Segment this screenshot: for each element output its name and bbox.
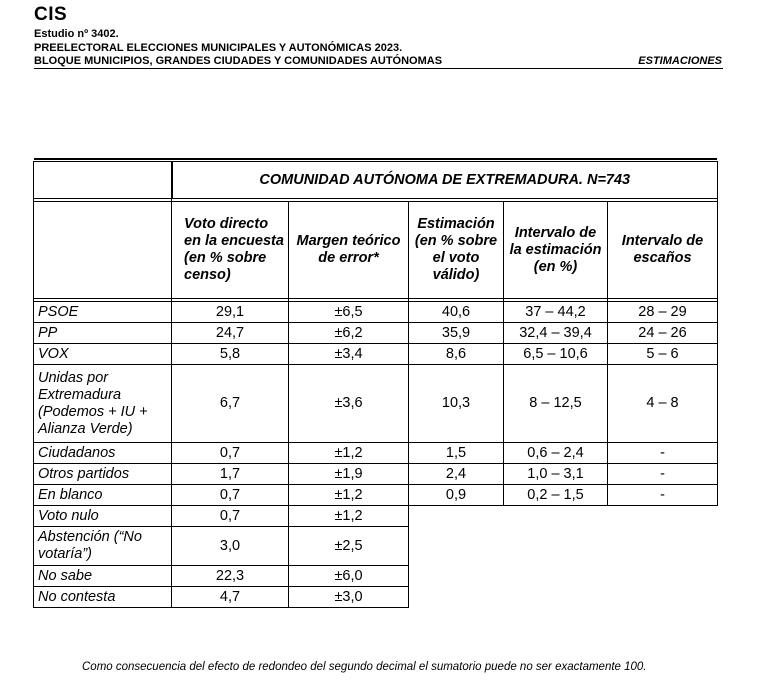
cell-escanos: 5 – 6 (608, 344, 718, 365)
row-label: VOX (34, 344, 172, 365)
row-label: En blanco (34, 485, 172, 506)
cell-margen: ±1,2 (289, 506, 409, 527)
cell-margen: ±6,2 (289, 323, 409, 344)
row-label: No contesta (34, 587, 172, 608)
study-number: Estudio nº 3402. (34, 28, 119, 40)
cell-intervalo: 37 – 44,2 (504, 302, 608, 323)
cell-voto: 29,1 (172, 302, 289, 323)
row-label: Abstención (“No votaría”) (34, 527, 172, 566)
table-row (34, 302, 718, 323)
table-top-rule (34, 158, 717, 160)
cell-voto: 5,8 (172, 344, 289, 365)
cell-estimacion: 10,3 (409, 365, 504, 443)
cell-escanos: 4 – 8 (608, 365, 718, 443)
header-divider (34, 68, 723, 69)
header-blank-cell (34, 202, 172, 299)
cell-voto: 22,3 (172, 566, 289, 587)
cell-escanos: - (608, 443, 718, 464)
cell-voto: 0,7 (172, 506, 289, 527)
survey-title: PREELECTORAL ELECCIONES MUNICIPALES Y AUTONÓMICAS 2023. (34, 42, 403, 54)
cell-margen: ±1,2 (289, 485, 409, 506)
cell-estimacion: 35,9 (409, 323, 504, 344)
table-row (34, 527, 718, 566)
cell-voto: 1,7 (172, 464, 289, 485)
row-label: Voto nulo (34, 506, 172, 527)
col-header-intervalo: Intervalo de la estimación (en %) (504, 202, 608, 299)
cell-margen: ±3,0 (289, 587, 409, 608)
title-blank-cell (34, 162, 172, 199)
cis-logo: CIS (34, 4, 68, 25)
cell-estimacion: 1,5 (409, 443, 504, 464)
cell-estimacion: 0,9 (409, 485, 504, 506)
row-label: No sabe (34, 566, 172, 587)
cell-estimacion: 2,4 (409, 464, 504, 485)
table-row (34, 443, 718, 464)
cell-voto: 0,7 (172, 443, 289, 464)
col-header-escanos: Intervalo de escaños (608, 202, 718, 299)
col-header-estimacion: Estimación (en % sobre el voto válido) (409, 202, 504, 299)
estimates-table (33, 161, 718, 608)
table-row (34, 323, 718, 344)
col-header-voto-directo: Voto directo en la encuesta (en % sobre censo) (172, 202, 289, 299)
table-title-row (34, 162, 718, 199)
cell-voto: 4,7 (172, 587, 289, 608)
cell-margen: ±1,2 (289, 443, 409, 464)
row-label: PP (34, 323, 172, 344)
cell-escanos: - (608, 485, 718, 506)
cell-intervalo: 6,5 – 10,6 (504, 344, 608, 365)
cell-voto: 6,7 (172, 365, 289, 443)
cell-margen: ±3,4 (289, 344, 409, 365)
section-label: ESTIMACIONES (638, 55, 722, 67)
survey-block: BLOQUE MUNICIPIOS, GRANDES CIUDADES Y COMUNIDADES AUTÓNOMAS (34, 55, 443, 67)
cell-margen: ±6,0 (289, 566, 409, 587)
table-row (34, 506, 718, 527)
table-row (34, 485, 718, 506)
cell-voto: 3,0 (172, 527, 289, 566)
table-row (34, 566, 718, 587)
col-header-margen: Margen teórico de error* (289, 202, 409, 299)
cell-margen: ±6,5 (289, 302, 409, 323)
column-header-row (34, 202, 718, 299)
table-row (34, 587, 718, 608)
cell-margen: ±2,5 (289, 527, 409, 566)
cell-escanos: 24 – 26 (608, 323, 718, 344)
row-label: PSOE (34, 302, 172, 323)
cell-estimacion: 40,6 (409, 302, 504, 323)
table-row (34, 344, 718, 365)
cell-estimacion: 8,6 (409, 344, 504, 365)
row-label: Unidas por Extremadura (Podemos + IU + Alianza Verde) (34, 365, 172, 443)
cell-voto: 0,7 (172, 485, 289, 506)
cell-intervalo: 0,2 – 1,5 (504, 485, 608, 506)
cell-escanos: 28 – 29 (608, 302, 718, 323)
cell-margen: ±1,9 (289, 464, 409, 485)
row-label: Ciudadanos (34, 443, 172, 464)
cell-intervalo: 0,6 – 2,4 (504, 443, 608, 464)
cell-margen: ±3,6 (289, 365, 409, 443)
cell-intervalo: 32,4 – 39,4 (504, 323, 608, 344)
cell-voto: 24,7 (172, 323, 289, 344)
table-row (34, 365, 718, 443)
cell-intervalo: 1,0 – 3,1 (504, 464, 608, 485)
table-row (34, 464, 718, 485)
footnote: Como consecuencia del efecto de redondeo del segundo decimal el sumatorio puede no ser exactamente 100. (82, 661, 647, 673)
row-label: Otros partidos (34, 464, 172, 485)
cell-escanos: - (608, 464, 718, 485)
table-title: COMUNIDAD AUTÓNOMA DE EXTREMADURA. N=743 (172, 162, 718, 199)
cell-intervalo: 8 – 12,5 (504, 365, 608, 443)
